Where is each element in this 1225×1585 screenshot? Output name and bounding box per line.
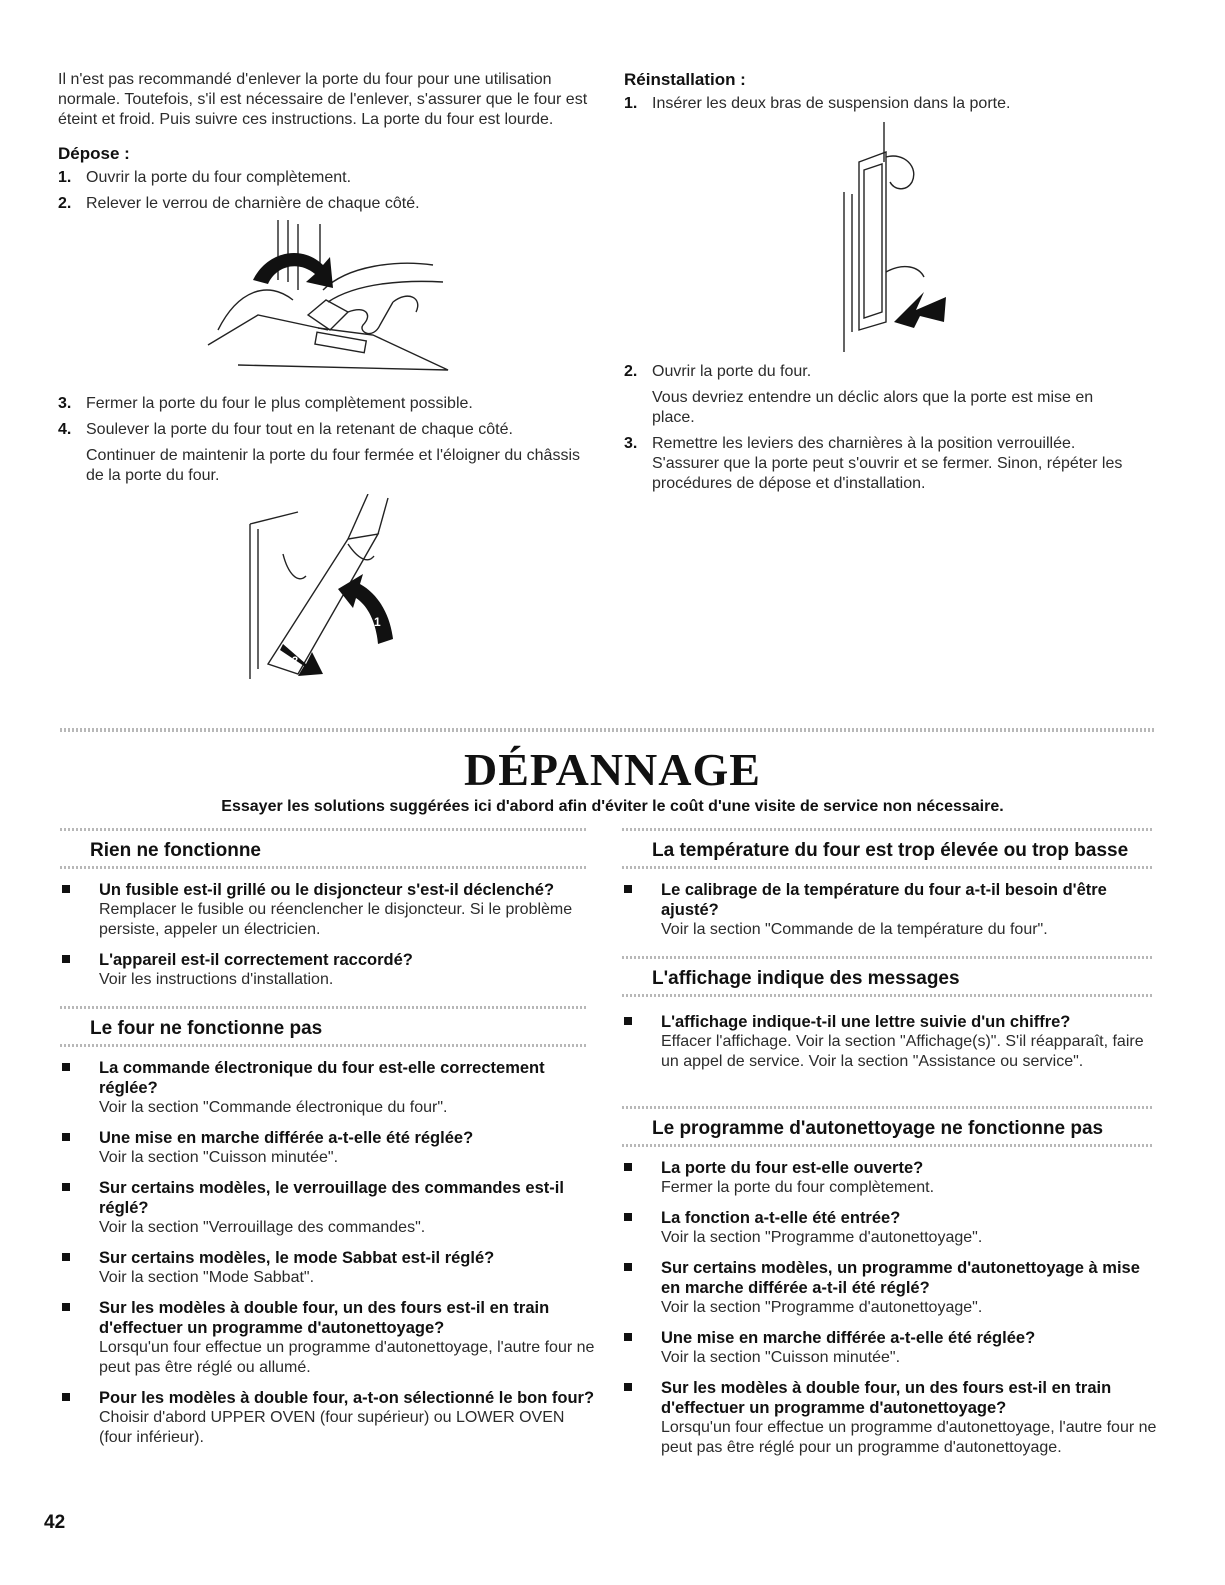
step-2-arrow-icon	[280, 644, 323, 676]
item-question: L'affichage indique-t-il une lettre suivie d'un chiffre?	[661, 1013, 1071, 1031]
bullet-icon	[62, 1253, 70, 1261]
section-rule	[622, 956, 1154, 959]
arrow-label-2: 2	[292, 655, 299, 667]
list-item	[60, 1388, 595, 1448]
list-item	[622, 1378, 1157, 1458]
bullet-icon	[62, 1133, 70, 1141]
item-question: La porte du four est-elle ouverte?	[661, 1159, 924, 1177]
door-removal-column	[58, 70, 598, 684]
step-number: 3.	[58, 395, 72, 412]
list-self-clean	[622, 1158, 1157, 1468]
list-oven-not-working	[60, 1058, 595, 1458]
item-answer: Voir la section "Cuisson minutée".	[661, 1349, 901, 1366]
hinge-latch-illustration	[198, 220, 458, 380]
section-rule	[622, 994, 1154, 997]
section-rule	[60, 828, 588, 831]
item-question: La fonction a-t-elle été entrée?	[661, 1209, 901, 1227]
item-answer: Lorsqu'un four effectue un programme d'autonettoyage, l'autre four ne peut pas être réglé ou allumé.	[99, 1339, 595, 1376]
bullet-icon	[624, 1383, 632, 1391]
item-answer: Fermer la porte du four complètement.	[661, 1179, 935, 1196]
bullet-icon	[62, 955, 70, 963]
list-item	[60, 1058, 595, 1118]
step-text: Ouvrir la porte du four.	[652, 363, 812, 380]
bullet-icon	[624, 1163, 632, 1171]
section-rule	[622, 1106, 1154, 1109]
lift-arrow-icon	[253, 253, 333, 288]
list-item	[622, 1258, 1157, 1318]
door-hanging-illustration	[824, 122, 964, 352]
reinstall-step-2-continued: Vous devriez entendre un déclic alors que la porte est mise en place.	[652, 389, 1094, 426]
bullet-icon	[624, 1017, 632, 1025]
item-answer: Choisir d'abord UPPER OVEN (four supérieur) ou LOWER OVEN (four inférieur).	[99, 1409, 565, 1446]
item-question: Sur certains modèles, un programme d'autonettoyage à mise en marche différée a-t-il été réglé?	[661, 1259, 1140, 1297]
section-title-nothing-works: Rien ne fonctionne	[90, 840, 261, 861]
bullet-icon	[62, 1063, 70, 1071]
step-number: 2.	[624, 363, 638, 380]
depose-step-4	[58, 420, 598, 440]
intro-paragraph: Il n'est pas recommandé d'enlever la porte du four pour une utilisation normale. Toutefois, s'il est nécessaire de l'enlever, s'assurer que le four est éteint et froid. Puis suivre ces instructions. La porte du four est lourde.	[58, 71, 588, 128]
depose-step-2	[58, 194, 598, 214]
section-rule	[60, 1006, 588, 1009]
item-answer: Voir les instructions d'installation.	[99, 971, 334, 988]
reinstall-step-2	[624, 362, 1129, 382]
reinstallation-column	[624, 70, 1129, 500]
step-text: Ouvrir la porte du four complètement.	[86, 169, 352, 186]
step-text: Remettre les leviers des charnières à la position verrouillée. S'assurer que la porte peut s'ouvrir et se fermer. Sinon, répéter les procédures de dépose et d'installation.	[652, 435, 1123, 492]
step-number: 4.	[58, 421, 72, 438]
item-answer: Voir la section "Programme d'autonettoyage".	[661, 1229, 983, 1246]
bullet-icon	[624, 1333, 632, 1341]
item-question: Sur certains modèles, le mode Sabbat est-il réglé?	[99, 1249, 495, 1267]
item-question: Une mise en marche différée a-t-elle été réglée?	[99, 1129, 474, 1147]
list-item	[622, 1208, 1157, 1248]
list-item	[622, 1012, 1157, 1072]
page-title: DÉPANNAGE	[464, 744, 761, 795]
step-number: 2.	[58, 195, 72, 212]
list-nothing-works	[60, 880, 595, 1000]
bullet-icon	[62, 885, 70, 893]
bullet-icon	[624, 1263, 632, 1271]
section-title-oven-not-working: Le four ne fonctionne pas	[90, 1018, 323, 1039]
list-display-messages	[622, 1012, 1157, 1082]
item-question: Sur les modèles à double four, un des fours est-il en train d'effectuer un programme d'autonettoyage?	[661, 1379, 1112, 1417]
list-item	[60, 950, 595, 990]
step-1-arrow-icon	[338, 574, 393, 644]
step-text: Fermer la porte du four le plus complètement possible.	[86, 395, 473, 412]
section-rule	[622, 866, 1154, 869]
depose-heading: Dépose :	[58, 144, 130, 163]
reinstall-step-1	[624, 94, 1129, 114]
section-title-self-clean: Le programme d'autonettoyage ne fonctionne pas	[652, 1118, 1104, 1139]
depose-step-1	[58, 168, 598, 188]
item-question: Sur les modèles à double four, un des fours est-il en train d'effectuer un programme d'autonettoyage?	[99, 1299, 550, 1337]
section-rule	[622, 1144, 1154, 1147]
step-text: Soulever la porte du four tout en la retenant de chaque côté.	[86, 421, 513, 438]
item-answer: Voir la section "Commande de la température du four".	[661, 921, 1048, 938]
list-item	[60, 1248, 595, 1288]
item-answer: Voir la section "Programme d'autonettoyage".	[661, 1299, 983, 1316]
item-answer: Effacer l'affichage. Voir la section "Affichage(s)". S'il réapparaît, faire un appel de service. Voir la section "Assistance ou service".	[661, 1033, 1144, 1070]
section-title-temperature: La température du four est trop élevée ou trop basse	[652, 840, 1129, 861]
item-question: La commande électronique du four est-elle correctement réglée?	[99, 1059, 545, 1097]
page-subtitle: Essayer les solutions suggérées ici d'abord afin d'éviter le coût d'une visite de service non nécessaire.	[221, 798, 1004, 815]
item-answer: Voir la section "Verrouillage des commandes".	[99, 1219, 426, 1236]
section-title-display-messages: L'affichage indique des messages	[652, 968, 960, 989]
item-answer: Voir la section "Commande électronique du four".	[99, 1099, 448, 1116]
list-item	[60, 1298, 595, 1378]
list-item	[622, 1158, 1157, 1198]
item-answer: Lorsqu'un four effectue un programme d'autonettoyage, l'autre four ne peut pas être réglé pour un programme d'autonettoyage.	[661, 1419, 1157, 1456]
step-text: Insérer les deux bras de suspension dans la porte.	[652, 95, 1011, 112]
item-question: Pour les modèles à double four, a-t-on sélectionné le bon four?	[99, 1389, 595, 1407]
bullet-icon	[624, 1213, 632, 1221]
item-question: Le calibrage de la température du four a-t-il besoin d'être ajusté?	[661, 881, 1107, 919]
bullet-icon	[62, 1303, 70, 1311]
section-rule	[60, 1044, 588, 1047]
bullet-icon	[62, 1183, 70, 1191]
list-item	[60, 1178, 595, 1238]
list-item	[60, 1128, 595, 1168]
section-rule	[60, 866, 588, 869]
reinstall-step-3	[624, 434, 1129, 494]
step-number: 1.	[624, 95, 638, 112]
item-answer: Voir la section "Mode Sabbat".	[99, 1269, 315, 1286]
item-question: Une mise en marche différée a-t-elle été réglée?	[661, 1329, 1036, 1347]
list-temperature	[622, 880, 1157, 950]
bullet-icon	[624, 885, 632, 893]
depose-step-3	[58, 394, 598, 414]
list-item	[622, 880, 1157, 940]
arrow-label-1: 1	[374, 615, 381, 629]
step-text: Relever le verrou de charnière de chaque côté.	[86, 195, 420, 212]
item-answer: Remplacer le fusible ou réenclencher le disjoncteur. Si le problème persiste, appeler un électricien.	[99, 901, 573, 938]
door-lift-illustration	[228, 494, 428, 684]
section-divider	[60, 728, 1155, 732]
list-item	[622, 1328, 1157, 1368]
step-number: 3.	[624, 435, 638, 452]
step-number: 1.	[58, 169, 72, 186]
page-number: 42	[44, 1512, 66, 1533]
bullet-icon	[62, 1393, 70, 1401]
item-question: Un fusible est-il grillé ou le disjoncteur s'est-il déclenché?	[99, 881, 555, 899]
item-question: L'appareil est-il correctement raccordé?	[99, 951, 413, 969]
item-answer: Voir la section "Cuisson minutée".	[99, 1149, 339, 1166]
push-arrow-icon	[894, 292, 946, 328]
section-rule	[622, 828, 1154, 831]
reinstallation-heading: Réinstallation :	[624, 70, 746, 89]
depose-step-4-continued: Continuer de maintenir la porte du four fermée et l'éloigner du châssis de la porte du four.	[86, 447, 580, 484]
list-item	[60, 880, 595, 940]
item-question: Sur certains modèles, le verrouillage des commandes est-il réglé?	[99, 1179, 564, 1217]
